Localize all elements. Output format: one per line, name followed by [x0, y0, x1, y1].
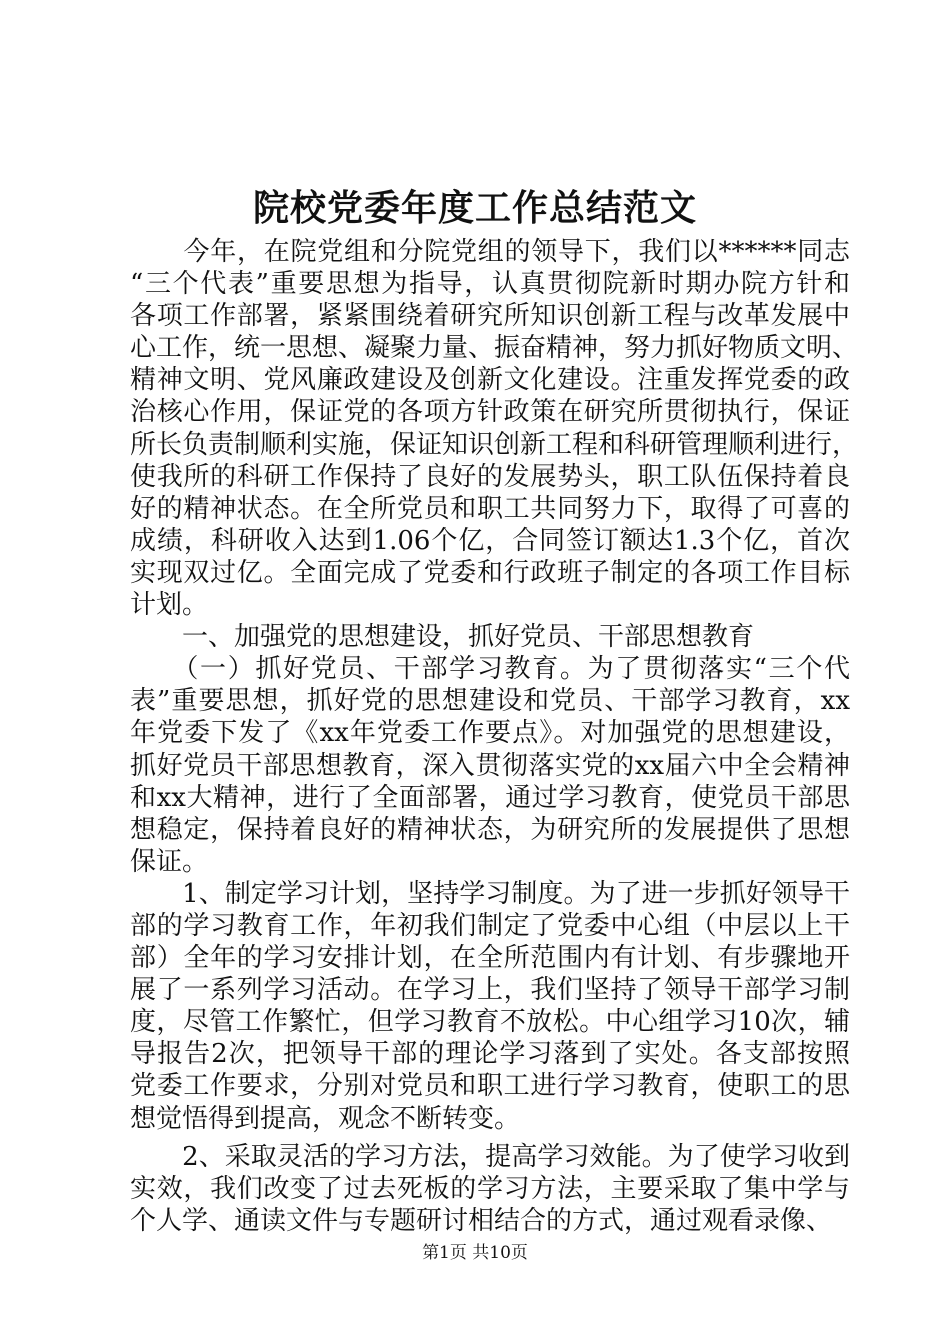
paragraph [130, 236, 859, 621]
text-line: 部的学习教育工作，年初我们制定了党委中心组（中层以上干 [130, 910, 850, 941]
text-line: 所长负责制顺利实施，保证知识创新工程和科研管理顺利进行， [130, 429, 859, 460]
text-line: 心工作，统一思想、凝聚力量、振奋精神，努力抓好物质文明、 [130, 333, 859, 364]
text-line: 各项工作部署，紧紧围绕着研究所知识创新工程与改革发展中 [130, 301, 850, 332]
text-line: 导报告2次，把领导干部的理论学习落到了实处。各支部按照 [130, 1039, 850, 1070]
text-line: 党委工作要求，分别对党员和职工进行学习教育，使职工的思 [130, 1071, 850, 1102]
text-line: 使我所的科研工作保持了良好的发展势头，职工队伍保持着良 [130, 461, 850, 492]
text-line: 一、加强党的思想建设，抓好党员、干部思想教育 [130, 622, 755, 653]
text-line: 和xx大精神，进行了全面部署，通过学习教育，使党员干部思 [130, 782, 850, 813]
text-line: 想觉悟得到提高，观念不断转变。 [130, 1103, 521, 1134]
document-body [130, 236, 859, 1237]
text-line: 表”重要思想，抓好党的思想建设和党员、干部学习教育，xx [130, 686, 850, 717]
document-title: 院校党委年度工作总结范文 [252, 187, 697, 229]
paragraph [130, 621, 850, 653]
text-line: 个人学、通读文件与专题研讨相结合的方式，通过观看录像、 [130, 1205, 833, 1236]
text-line: 好的精神状态。在全所党员和职工共同努力下，取得了可喜的 [130, 493, 850, 524]
text-line: 成绩，科研收入达到1.06个亿，合同签订额达1.3个亿，首次 [130, 525, 850, 556]
text-line: 度，尽管工作繁忙，但学习教育不放松。中心组学习10次，辅 [130, 1007, 850, 1038]
paragraph [130, 1141, 850, 1237]
text-line: “三个代表”重要思想为指导，认真贯彻院新时期办院方针和 [130, 269, 850, 300]
text-line: 实现双过亿。全面完成了党委和行政班子制定的各项工作目标 [130, 557, 850, 588]
text-line: 抓好党员干部思想教育，深入贯彻落实党的xx届六中全会精神 [130, 750, 850, 781]
text-line: 治核心作用，保证党的各项方针政策在研究所贯彻执行，保证 [130, 397, 850, 428]
text-line: 年党委下发了《xx年党委工作要点》。对加强党的思想建设， [130, 718, 850, 749]
text-line: 展了一系列学习活动。在学习上，我们坚持了领导干部学习制 [130, 975, 850, 1006]
paragraph [130, 878, 850, 1135]
text-line: 1、制定学习计划，坚持学习制度。为了进一步抓好领导干 [130, 878, 850, 909]
text-line: 想稳定，保持着良好的精神状态，为研究所的发展提供了思想 [130, 814, 850, 845]
text-line: 精神文明、党风廉政建设及创新文化建设。注重发挥党委的政 [130, 365, 850, 396]
text-line: （一）抓好党员、干部学习教育。为了贯彻落实“三个代 [130, 654, 850, 685]
text-line: 保证。 [130, 846, 209, 877]
text-line: 2、采取灵活的学习方法，提高学习效能。为了使学习收到 [130, 1141, 850, 1172]
text-line: 实效，我们改变了过去死板的学习方法，主要采取了集中学与 [130, 1173, 850, 1204]
text-line: 部）全年的学习安排计划，在全所范围内有计划、有步骤地开 [130, 943, 850, 974]
text-line: 今年，在院党组和分院党组的领导下，我们以******同志 [130, 237, 850, 267]
paragraph [130, 653, 850, 878]
text-line: 计划。 [130, 590, 209, 621]
page-footer: 第1页 共10页 [422, 1243, 528, 1263]
